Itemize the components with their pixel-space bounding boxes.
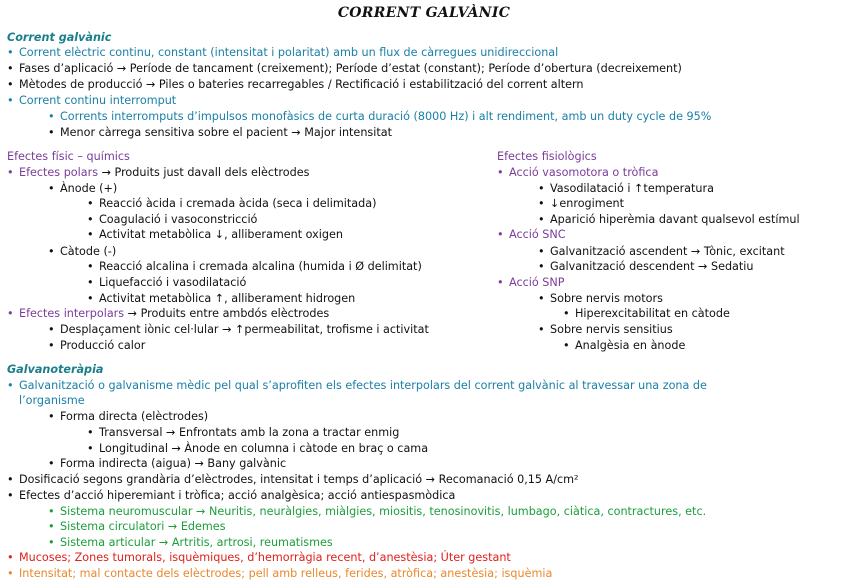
list-item: • Reacció alcalina i cremada alcalina (humida i Ø delimitat) — [87, 260, 422, 273]
list-item: • Ànode (+) — [48, 182, 118, 195]
list-item: • Transversal → Enfrontats amb la zona a tractar enmig — [87, 426, 400, 439]
list-item: • ↓enrogiment — [538, 197, 625, 210]
list-item: • Càtode (-) — [48, 245, 117, 258]
list-item: • Forma directa (elèctrodes) — [48, 410, 209, 423]
list-item: • Sobre nervis motors — [538, 292, 663, 305]
list-item: • Activitat metabòlica ↓, alliberament oxigen — [87, 228, 343, 241]
list-item: • Forma indirecta (aigua) → Bany galvànic — [48, 457, 287, 470]
list-item: • Galvanització ascendent → Tònic, excitant — [538, 245, 785, 258]
list-item: • Mètodes de producció → Piles o bateries recarregables / Rectificació i estabilització del corrent altern — [7, 78, 584, 91]
list-item: • Efectes d’acció hiperemiant i tròfica; acció analgèsica; acció antiespasmòdica — [7, 489, 456, 502]
list-item: • Menor càrrega sensitiva sobre el pacient → Major intensitat — [48, 126, 392, 139]
list-item: • Efectes polars → Produits just davall dels elèctrodes — [7, 166, 310, 179]
list-item: • Efectes interpolars → Produits entre ambdós elèctrodes — [7, 307, 330, 320]
list-item: • Sistema articular → Artritis, artrosi, reumatismes — [48, 536, 333, 549]
list-item: • Analgèsia en ànode — [563, 339, 686, 352]
section-heading-corrent: Corrent galvànic — [7, 31, 112, 44]
section-heading-fisiologics: Efectes fisiològics — [497, 150, 597, 163]
list-item: • Corrent elèctric continu, constant (intensitat i polaritat) amb un flux de càrregues unidireccional — [7, 46, 559, 59]
list-item: • Hiperexcitabilitat en càtode — [563, 307, 730, 320]
list-item: • Fases d’aplicació → Període de tancament (creixement); Període d’estat (constant); Període d’obertura (decreixement) — [7, 62, 682, 75]
list-item: • Reacció àcida i cremada àcida (seca i delimitada) — [87, 197, 377, 210]
list-item: • Acció SNC — [497, 228, 566, 241]
list-item: • Liquefacció i vasodilatació — [87, 276, 247, 289]
list-item: • Galvanització descendent → Sedatiu — [538, 260, 754, 273]
list-item: • Acció vasomotora o tròfica — [497, 166, 659, 179]
page-title: CORRENT GALVÀNIC — [337, 5, 511, 21]
list-item: • Intensitat; mal contacte dels elèctrodes; pell amb relleus, ferides, atròfica; anestèsia; isquèmia — [7, 567, 553, 580]
list-item: • Sistema circulatori → Edemes — [48, 520, 226, 533]
list-item-continuation: l’organisme — [19, 394, 85, 407]
list-item: • Corrent continu interromput — [7, 94, 177, 107]
list-item: • Longitudinal → Ànode en columna i càtode en braç o cama — [87, 442, 429, 455]
list-item: • Acció SNP — [497, 276, 565, 289]
section-heading-galvanoterapia: Galvanoteràpia — [7, 363, 104, 376]
list-item: • Producció calor — [48, 339, 146, 352]
list-item: • Activitat metabòlica ↑, alliberament hidrogen — [87, 292, 356, 305]
list-item: • Dosificació segons grandària d’elèctrodes, intensitat i temps d’aplicació → Recomanació 0,15 A/cm² — [7, 473, 579, 486]
list-item: • Galvanització o galvanisme mèdic pel qual s’aprofiten els efectes interpolars del corrent galvànic al travessar una zona de — [7, 379, 707, 392]
list-item: • Corrents interromputs d’impulsos monofàsics de curta duració (8000 Hz) i alt rendiment, amb un duty cycle de 95% — [48, 110, 712, 123]
list-item: • Desplaçament iònic cel·lular → ↑permeabilitat, trofisme i activitat — [48, 323, 429, 336]
list-item: • Sistema neuromuscular → Neuritis, neuràlgies, miàlgies, miositis, tenosinovitis, lumbago, ciàtica, contractures, etc. — [48, 505, 707, 518]
section-heading-fisic: Efectes físic – químics — [7, 150, 130, 163]
list-item: • Sobre nervis sensitius — [538, 323, 673, 336]
list-item: • Mucoses; Zones tumorals, isquèmiques, d’hemorràgia recent, d’anestèsia; Úter gestant — [7, 551, 511, 564]
list-item: • Aparició hiperèmia davant qualsevol estímul — [538, 213, 800, 226]
list-item: • Vasodilatació i ↑temperatura — [538, 182, 714, 195]
list-item: • Coagulació i vasoconstricció — [87, 213, 258, 226]
